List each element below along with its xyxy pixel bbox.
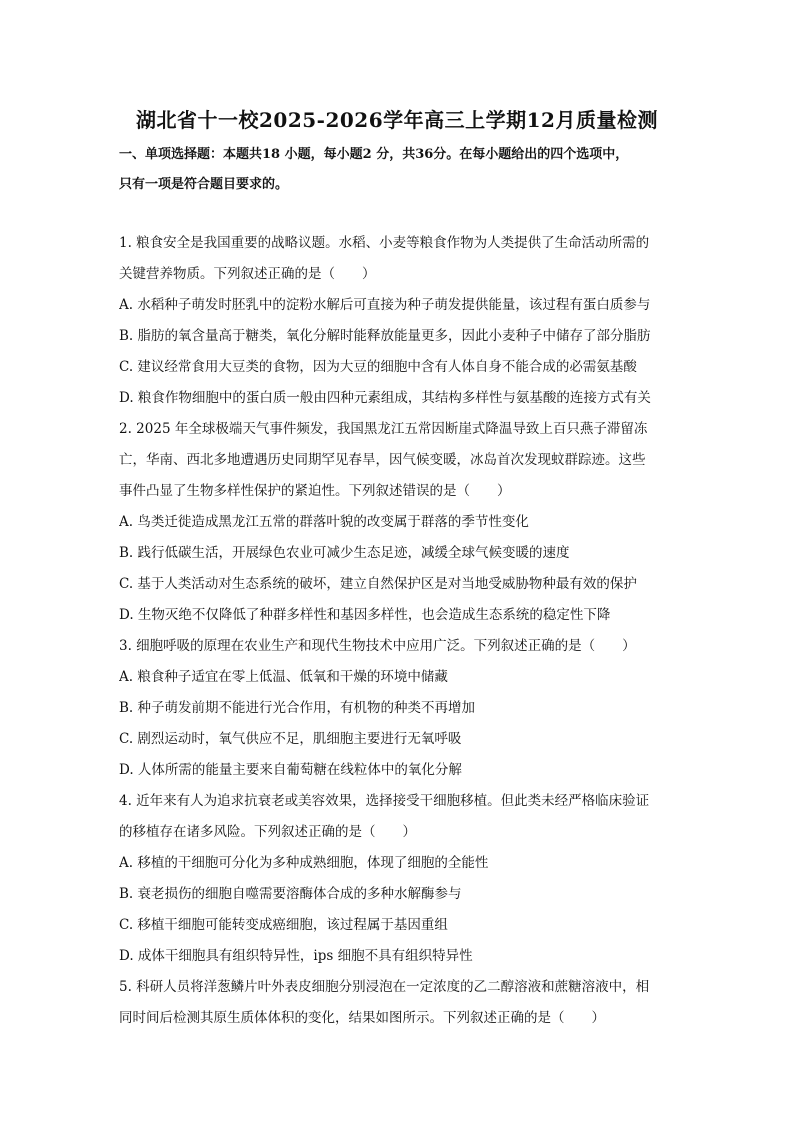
q1-option-c: C. 建议经常食用大豆类的食物，因为大豆的细胞中含有人体自身不能合成的必需氨基酸 (119, 359, 637, 375)
q3-option-a: A. 粮食种子适宜在零上低温、低氧和干燥的环境中储藏 (119, 669, 448, 685)
q1-option-b: B. 脂肪的氧含量高于糖类，氧化分解时能释放能量更多，因此小麦种子中储存了部分脂肪 (119, 328, 651, 344)
q2-option-a: A. 鸟类迁徙造成黑龙江五常的群落叶貌的改变属于群落的季节性变化 (119, 514, 529, 530)
q4-option-d: D. 成体干细胞具有组织特异性，ips 细胞不具有组织特异性 (119, 948, 473, 964)
q1-option-d: D. 粮食作物细胞中的蛋白质一般由四种元素组成，其结构多样性与氨基酸的连接方式有关 (119, 390, 651, 406)
page-title: 湖北省十一校2025-2026学年高三上学期12月质量检测 (136, 108, 658, 132)
q3-option-c: C. 剧烈运动时，氧气供应不足，肌细胞主要进行无氧呼吸 (119, 731, 462, 747)
q1-option-a: A. 水稻种子萌发时胚乳中的淀粉水解后可直接为种子萌发提供能量，该过程有蛋白质参与 (119, 297, 651, 313)
section-heading-cont: 只有一项是符合题目要求的。 (119, 177, 289, 192)
q4-option-a: A. 移植的干细胞可分化为多种成熟细胞，体现了细胞的全能性 (119, 855, 489, 871)
q2-option-c: C. 基于人类活动对生态系统的破坏，建立自然保护区是对当地受威胁物种最有效的保护 (119, 576, 637, 592)
q2-stem-cont: 亡，华南、西北多地遭遇历史同期罕见春旱，因气候变暖，冰岛首次发现蚊群踪迹。这些 (119, 452, 646, 468)
section-heading: 一、单项选择题：本题共18 小题，每小题2 分，共36分。在每小题给出的四个选项中， (119, 147, 629, 162)
q2-stem: 2. 2025 年全球极端天气事件频发，我国黑龙江五常因断崖式降温导致上百只燕子滞留冻 (119, 421, 648, 437)
q3-stem: 3. 细胞呼吸的原理在农业生产和现代生物技术中应用广泛。下列叙述正确的是（ ） (119, 638, 636, 654)
q5-stem: 5. 科研人员将洋葱鳞片叶外表皮细胞分别浸泡在一定浓度的乙二醇溶液和蔗糖溶液中，相 (119, 979, 650, 995)
q2-option-d: D. 生物灭绝不仅降低了种群多样性和基因多样性，也会造成生态系统的稳定性下降 (119, 607, 611, 623)
q1-stem: 1. 粮食安全是我国重要的战略议题。水稻、小麦等粮食作物为人类提供了生命活动所需的 (119, 235, 650, 251)
q3-option-b: B. 种子萌发前期不能进行光合作用，有机物的种类不再增加 (119, 700, 476, 716)
q2-option-b: B. 践行低碳生活，开展绿色农业可减少生态足迹，减缓全球气候变暖的速度 (119, 545, 570, 561)
q4-stem: 4. 近年来有人为追求抗衰老或美容效果，选择接受干细胞移植。但此类未经严格临床验证 (119, 793, 650, 809)
q5-stem-cont: 同时间后检测其原生质体体积的变化，结果如图所示。下列叙述正确的是（ ） (119, 1010, 605, 1026)
q4-stem-cont: 的移植存在诸多风险。下列叙述正确的是（ ） (119, 824, 416, 840)
q3-option-d: D. 人体所需的能量主要来自葡萄糖在线粒体中的氧化分解 (119, 762, 462, 778)
q4-option-b: B. 衰老损伤的细胞自噬需要溶酶体合成的多种水解酶参与 (119, 886, 462, 902)
q2-stem-cont: 事件凸显了生物多样性保护的紧迫性。下列叙述错误的是（ ） (119, 483, 511, 499)
q1-stem-cont: 关键营养物质。下列叙述正确的是（ ） (119, 266, 376, 282)
q4-option-c: C. 移植干细胞可能转变成癌细胞，该过程属于基因重组 (119, 917, 448, 933)
